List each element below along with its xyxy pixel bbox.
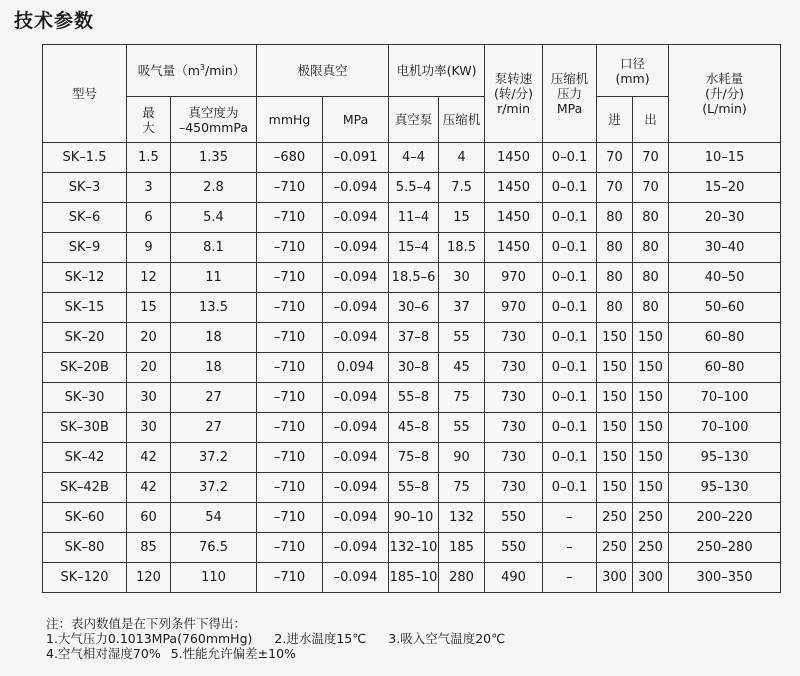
note-5: 5.性能允许偏差±10% — [170, 646, 296, 661]
cell-pump-kw: 30–6 — [389, 293, 439, 323]
table-row — [43, 353, 781, 383]
cell-rpm: 970 — [485, 293, 543, 323]
cell-rpm: 1450 — [485, 173, 543, 203]
cell-suction-450: 110 — [171, 563, 257, 593]
cell-rpm: 730 — [485, 473, 543, 503]
cell-compressor-pressure: 0–0.1 — [543, 293, 597, 323]
cell-water: 40–50 — [669, 263, 781, 293]
cell-bore-out: 250 — [633, 503, 669, 533]
cell-water: 15–20 — [669, 173, 781, 203]
cell-suction-max: 6 — [127, 203, 171, 233]
header-suction: 吸气量$(m^3/\min)$ — [127, 45, 257, 97]
header-bore-in: 进 — [597, 97, 633, 143]
header-mpa: MPa — [323, 97, 389, 143]
cell-model: SK–30B — [43, 413, 127, 443]
cell-rpm: 490 — [485, 563, 543, 593]
cell-water: 200–220 — [669, 503, 781, 533]
cell-suction-450: 18 — [171, 323, 257, 353]
cell-compressor-kw: 75 — [439, 473, 485, 503]
cell-rpm: 550 — [485, 503, 543, 533]
cell-suction-max: 20 — [127, 323, 171, 353]
cell-compressor-kw: 30 — [439, 263, 485, 293]
cell-compressor-pressure: 0–0.1 — [543, 473, 597, 503]
cell-bore-out: 250 — [633, 533, 669, 563]
cell-mmhg: –710 — [257, 323, 323, 353]
cell-compressor-pressure: 0–0.1 — [543, 143, 597, 173]
cell-bore-out: 70 — [633, 143, 669, 173]
cell-compressor-kw: 18.5 — [439, 233, 485, 263]
cell-bore-in: 80 — [597, 203, 633, 233]
header-suction-vac: 真空度为 –450mmPa — [171, 97, 257, 143]
cell-bore-out: 70 — [633, 173, 669, 203]
table-row — [43, 203, 781, 233]
cell-mpa: –0.094 — [323, 443, 389, 473]
cell-water: 95–130 — [669, 443, 781, 473]
cell-bore-in: 70 — [597, 173, 633, 203]
cell-water: 50–60 — [669, 293, 781, 323]
cell-bore-out: 80 — [633, 233, 669, 263]
cell-pump-kw: 4–4 — [389, 143, 439, 173]
cell-compressor-kw: 132 — [439, 503, 485, 533]
cell-compressor-pressure: 0–0.1 — [543, 233, 597, 263]
cell-suction-max: 60 — [127, 503, 171, 533]
cell-water: 30–40 — [669, 233, 781, 263]
cell-mmhg: –680 — [257, 143, 323, 173]
cell-pump-kw: 37–8 — [389, 323, 439, 353]
cell-suction-max: 42 — [127, 443, 171, 473]
cell-mpa: –0.094 — [323, 263, 389, 293]
cell-bore-in: 150 — [597, 323, 633, 353]
header-motor-power: 电机功率(KW) — [389, 45, 485, 97]
cell-water: 60–80 — [669, 353, 781, 383]
cell-water: 300–350 — [669, 563, 781, 593]
cell-bore-in: 150 — [597, 413, 633, 443]
cell-bore-out: 150 — [633, 353, 669, 383]
cell-suction-450: 8.1 — [171, 233, 257, 263]
table-row — [43, 563, 781, 593]
cell-model: SK–3 — [43, 173, 127, 203]
cell-bore-out: 150 — [633, 413, 669, 443]
cell-suction-max: 30 — [127, 383, 171, 413]
cell-water: 250–280 — [669, 533, 781, 563]
cell-suction-450: 27 — [171, 383, 257, 413]
cell-bore-in: 300 — [597, 563, 633, 593]
cell-mpa: –0.094 — [323, 293, 389, 323]
cell-suction-max: 42 — [127, 473, 171, 503]
cell-model: SK–6 — [43, 203, 127, 233]
cell-mmhg: –710 — [257, 173, 323, 203]
cell-mmhg: –710 — [257, 503, 323, 533]
cell-pump-kw: 132–10 — [389, 533, 439, 563]
header-bore: 口径 (mm) — [597, 45, 669, 97]
table-row — [43, 473, 781, 503]
notes-intro: 注：表内数值是在下列条件下得出： — [46, 616, 247, 631]
header-water-consumption: 水耗量 (升/分) (L/min) — [669, 45, 781, 143]
cell-compressor-kw: 55 — [439, 323, 485, 353]
spec-table — [42, 44, 781, 593]
cell-mpa: –0.094 — [323, 323, 389, 353]
cell-suction-450: 11 — [171, 263, 257, 293]
cell-rpm: 1450 — [485, 203, 543, 233]
cell-suction-450: 76.5 — [171, 533, 257, 563]
cell-mmhg: –710 — [257, 263, 323, 293]
cell-suction-max: 20 — [127, 353, 171, 383]
cell-pump-kw: 90–10 — [389, 503, 439, 533]
cell-suction-450: 54 — [171, 503, 257, 533]
cell-suction-450: 2.8 — [171, 173, 257, 203]
cell-bore-out: 150 — [633, 443, 669, 473]
cell-compressor-kw: 90 — [439, 443, 485, 473]
cell-model: SK–80 — [43, 533, 127, 563]
cell-compressor-pressure: 0–0.1 — [543, 413, 597, 443]
cell-bore-in: 250 — [597, 533, 633, 563]
cell-water: 10–15 — [669, 143, 781, 173]
cell-mmhg: –710 — [257, 413, 323, 443]
cell-suction-450: 37.2 — [171, 443, 257, 473]
cell-bore-in: 150 — [597, 383, 633, 413]
cell-compressor-kw: 37 — [439, 293, 485, 323]
cell-suction-450: 1.35 — [171, 143, 257, 173]
table-row — [43, 143, 781, 173]
cell-compressor-kw: 7.5 — [439, 173, 485, 203]
cell-pump-kw: 185–10 — [389, 563, 439, 593]
cell-mmhg: –710 — [257, 293, 323, 323]
cell-compressor-kw: 45 — [439, 353, 485, 383]
cell-rpm: 730 — [485, 353, 543, 383]
cell-model: SK–20B — [43, 353, 127, 383]
cell-suction-450: 37.2 — [171, 473, 257, 503]
cell-rpm: 550 — [485, 533, 543, 563]
cell-bore-in: 250 — [597, 503, 633, 533]
table-row — [43, 293, 781, 323]
cell-bore-out: 80 — [633, 293, 669, 323]
cell-mpa: –0.094 — [323, 413, 389, 443]
cell-rpm: 730 — [485, 443, 543, 473]
table-row — [43, 233, 781, 263]
cell-mmhg: –710 — [257, 443, 323, 473]
cell-mpa: –0.094 — [323, 233, 389, 263]
cell-mmhg: –710 — [257, 353, 323, 383]
table-row — [43, 413, 781, 443]
header-compressor: 压缩机 — [439, 97, 485, 143]
cell-suction-450: 13.5 — [171, 293, 257, 323]
table-row — [43, 443, 781, 473]
cell-bore-in: 80 — [597, 263, 633, 293]
cell-compressor-kw: 75 — [439, 383, 485, 413]
cell-bore-in: 70 — [597, 143, 633, 173]
cell-model: SK–30 — [43, 383, 127, 413]
table-row — [43, 173, 781, 203]
cell-mpa: –0.094 — [323, 383, 389, 413]
cell-mmhg: –710 — [257, 563, 323, 593]
table-row — [43, 503, 781, 533]
note-3: 3.吸入空气温度20℃ — [388, 631, 506, 646]
cell-pump-kw: 55–8 — [389, 383, 439, 413]
cell-model: SK–42 — [43, 443, 127, 473]
cell-suction-max: 9 — [127, 233, 171, 263]
cell-bore-in: 150 — [597, 443, 633, 473]
cell-model: SK–60 — [43, 503, 127, 533]
header-mmhg: mmHg — [257, 97, 323, 143]
cell-suction-max: 3 — [127, 173, 171, 203]
cell-mpa: –0.091 — [323, 143, 389, 173]
cell-water: 70–100 — [669, 413, 781, 443]
note-2: 2.进水温度15℃ — [274, 631, 367, 646]
cell-compressor-pressure: 0–0.1 — [543, 263, 597, 293]
cell-compressor-pressure: 0–0.1 — [543, 323, 597, 353]
cell-compressor-pressure: – — [543, 503, 597, 533]
cell-suction-450: 18 — [171, 353, 257, 383]
cell-bore-in: 150 — [597, 473, 633, 503]
table-row — [43, 323, 781, 353]
table-row — [43, 263, 781, 293]
cell-pump-kw: 45–8 — [389, 413, 439, 443]
note-1: 1.大气压力0.1013MPa(760mmHg) — [46, 631, 253, 646]
cell-bore-out: 150 — [633, 473, 669, 503]
cell-mpa: –0.094 — [323, 203, 389, 233]
cell-pump-kw: 75–8 — [389, 443, 439, 473]
cell-pump-kw: 18.5–6 — [389, 263, 439, 293]
cell-pump-kw: 5.5–4 — [389, 173, 439, 203]
cell-pump-kw: 11–4 — [389, 203, 439, 233]
cell-compressor-kw: 185 — [439, 533, 485, 563]
cell-model: SK–9 — [43, 233, 127, 263]
cell-water: 70–100 — [669, 383, 781, 413]
cell-compressor-pressure: – — [543, 533, 597, 563]
cell-mpa: –0.094 — [323, 173, 389, 203]
cell-bore-in: 80 — [597, 293, 633, 323]
cell-rpm: 970 — [485, 263, 543, 293]
cell-compressor-kw: 15 — [439, 203, 485, 233]
header-bore-out: 出 — [633, 97, 669, 143]
header-suction-max: 最 大 — [127, 97, 171, 143]
cell-rpm: 730 — [485, 413, 543, 443]
cell-model: SK–12 — [43, 263, 127, 293]
cell-compressor-kw: 4 — [439, 143, 485, 173]
cell-rpm: 730 — [485, 383, 543, 413]
cell-bore-in: 150 — [597, 353, 633, 383]
header-vacuum-pump: 真空泵 — [389, 97, 439, 143]
notes — [46, 616, 505, 661]
cell-bore-in: 80 — [597, 233, 633, 263]
header-pump-speed: 泵转速 (转/分) r/min — [485, 45, 543, 143]
cell-mpa: –0.094 — [323, 533, 389, 563]
cell-rpm: 1450 — [485, 143, 543, 173]
cell-rpm: 1450 — [485, 233, 543, 263]
cell-model: SK–15 — [43, 293, 127, 323]
cell-compressor-pressure: 0–0.1 — [543, 443, 597, 473]
cell-mmhg: –710 — [257, 533, 323, 563]
cell-compressor-pressure: 0–0.1 — [543, 203, 597, 233]
cell-suction-450: 27 — [171, 413, 257, 443]
cell-mmhg: –710 — [257, 383, 323, 413]
spec-table-body — [43, 143, 781, 593]
cell-water: 95–130 — [669, 473, 781, 503]
cell-suction-450: 5.4 — [171, 203, 257, 233]
cell-suction-max: 30 — [127, 413, 171, 443]
cell-mpa: –0.094 — [323, 503, 389, 533]
note-4: 4.空气相对湿度70% — [46, 646, 161, 661]
cell-model: SK–1.5 — [43, 143, 127, 173]
page-title: 技术参数 — [14, 10, 95, 32]
header-ultimate-vacuum: 极限真空 — [257, 45, 389, 97]
cell-pump-kw: 15–4 — [389, 233, 439, 263]
cell-mmhg: –710 — [257, 203, 323, 233]
table-row — [43, 383, 781, 413]
cell-mmhg: –710 — [257, 233, 323, 263]
cell-pump-kw: 55–8 — [389, 473, 439, 503]
cell-compressor-kw: 280 — [439, 563, 485, 593]
cell-suction-max: 12 — [127, 263, 171, 293]
cell-water: 60–80 — [669, 323, 781, 353]
cell-compressor-pressure: 0–0.1 — [543, 173, 597, 203]
cell-mpa: –0.094 — [323, 473, 389, 503]
cell-bore-out: 80 — [633, 203, 669, 233]
cell-compressor-kw: 55 — [439, 413, 485, 443]
cell-suction-max: 120 — [127, 563, 171, 593]
cell-bore-out: 300 — [633, 563, 669, 593]
cell-mmhg: –710 — [257, 473, 323, 503]
cell-model: SK–42B — [43, 473, 127, 503]
cell-compressor-pressure: 0–0.1 — [543, 353, 597, 383]
cell-pump-kw: 30–8 — [389, 353, 439, 383]
header-model: 型号 — [43, 45, 127, 143]
cell-model: SK–20 — [43, 323, 127, 353]
cell-model: SK–120 — [43, 563, 127, 593]
cell-water: 20–30 — [669, 203, 781, 233]
cell-compressor-pressure: – — [543, 563, 597, 593]
table-row — [43, 533, 781, 563]
cell-suction-max: 85 — [127, 533, 171, 563]
cell-rpm: 730 — [485, 323, 543, 353]
cell-mpa: –0.094 — [323, 563, 389, 593]
cell-bore-out: 150 — [633, 323, 669, 353]
cell-suction-max: 15 — [127, 293, 171, 323]
cell-bore-out: 80 — [633, 263, 669, 293]
cell-bore-out: 150 — [633, 383, 669, 413]
header-compressor-pressure: 压缩机 压力 MPa — [543, 45, 597, 143]
cell-compressor-pressure: 0–0.1 — [543, 383, 597, 413]
cell-mpa: 0.094 — [323, 353, 389, 383]
cell-suction-max: 1.5 — [127, 143, 171, 173]
